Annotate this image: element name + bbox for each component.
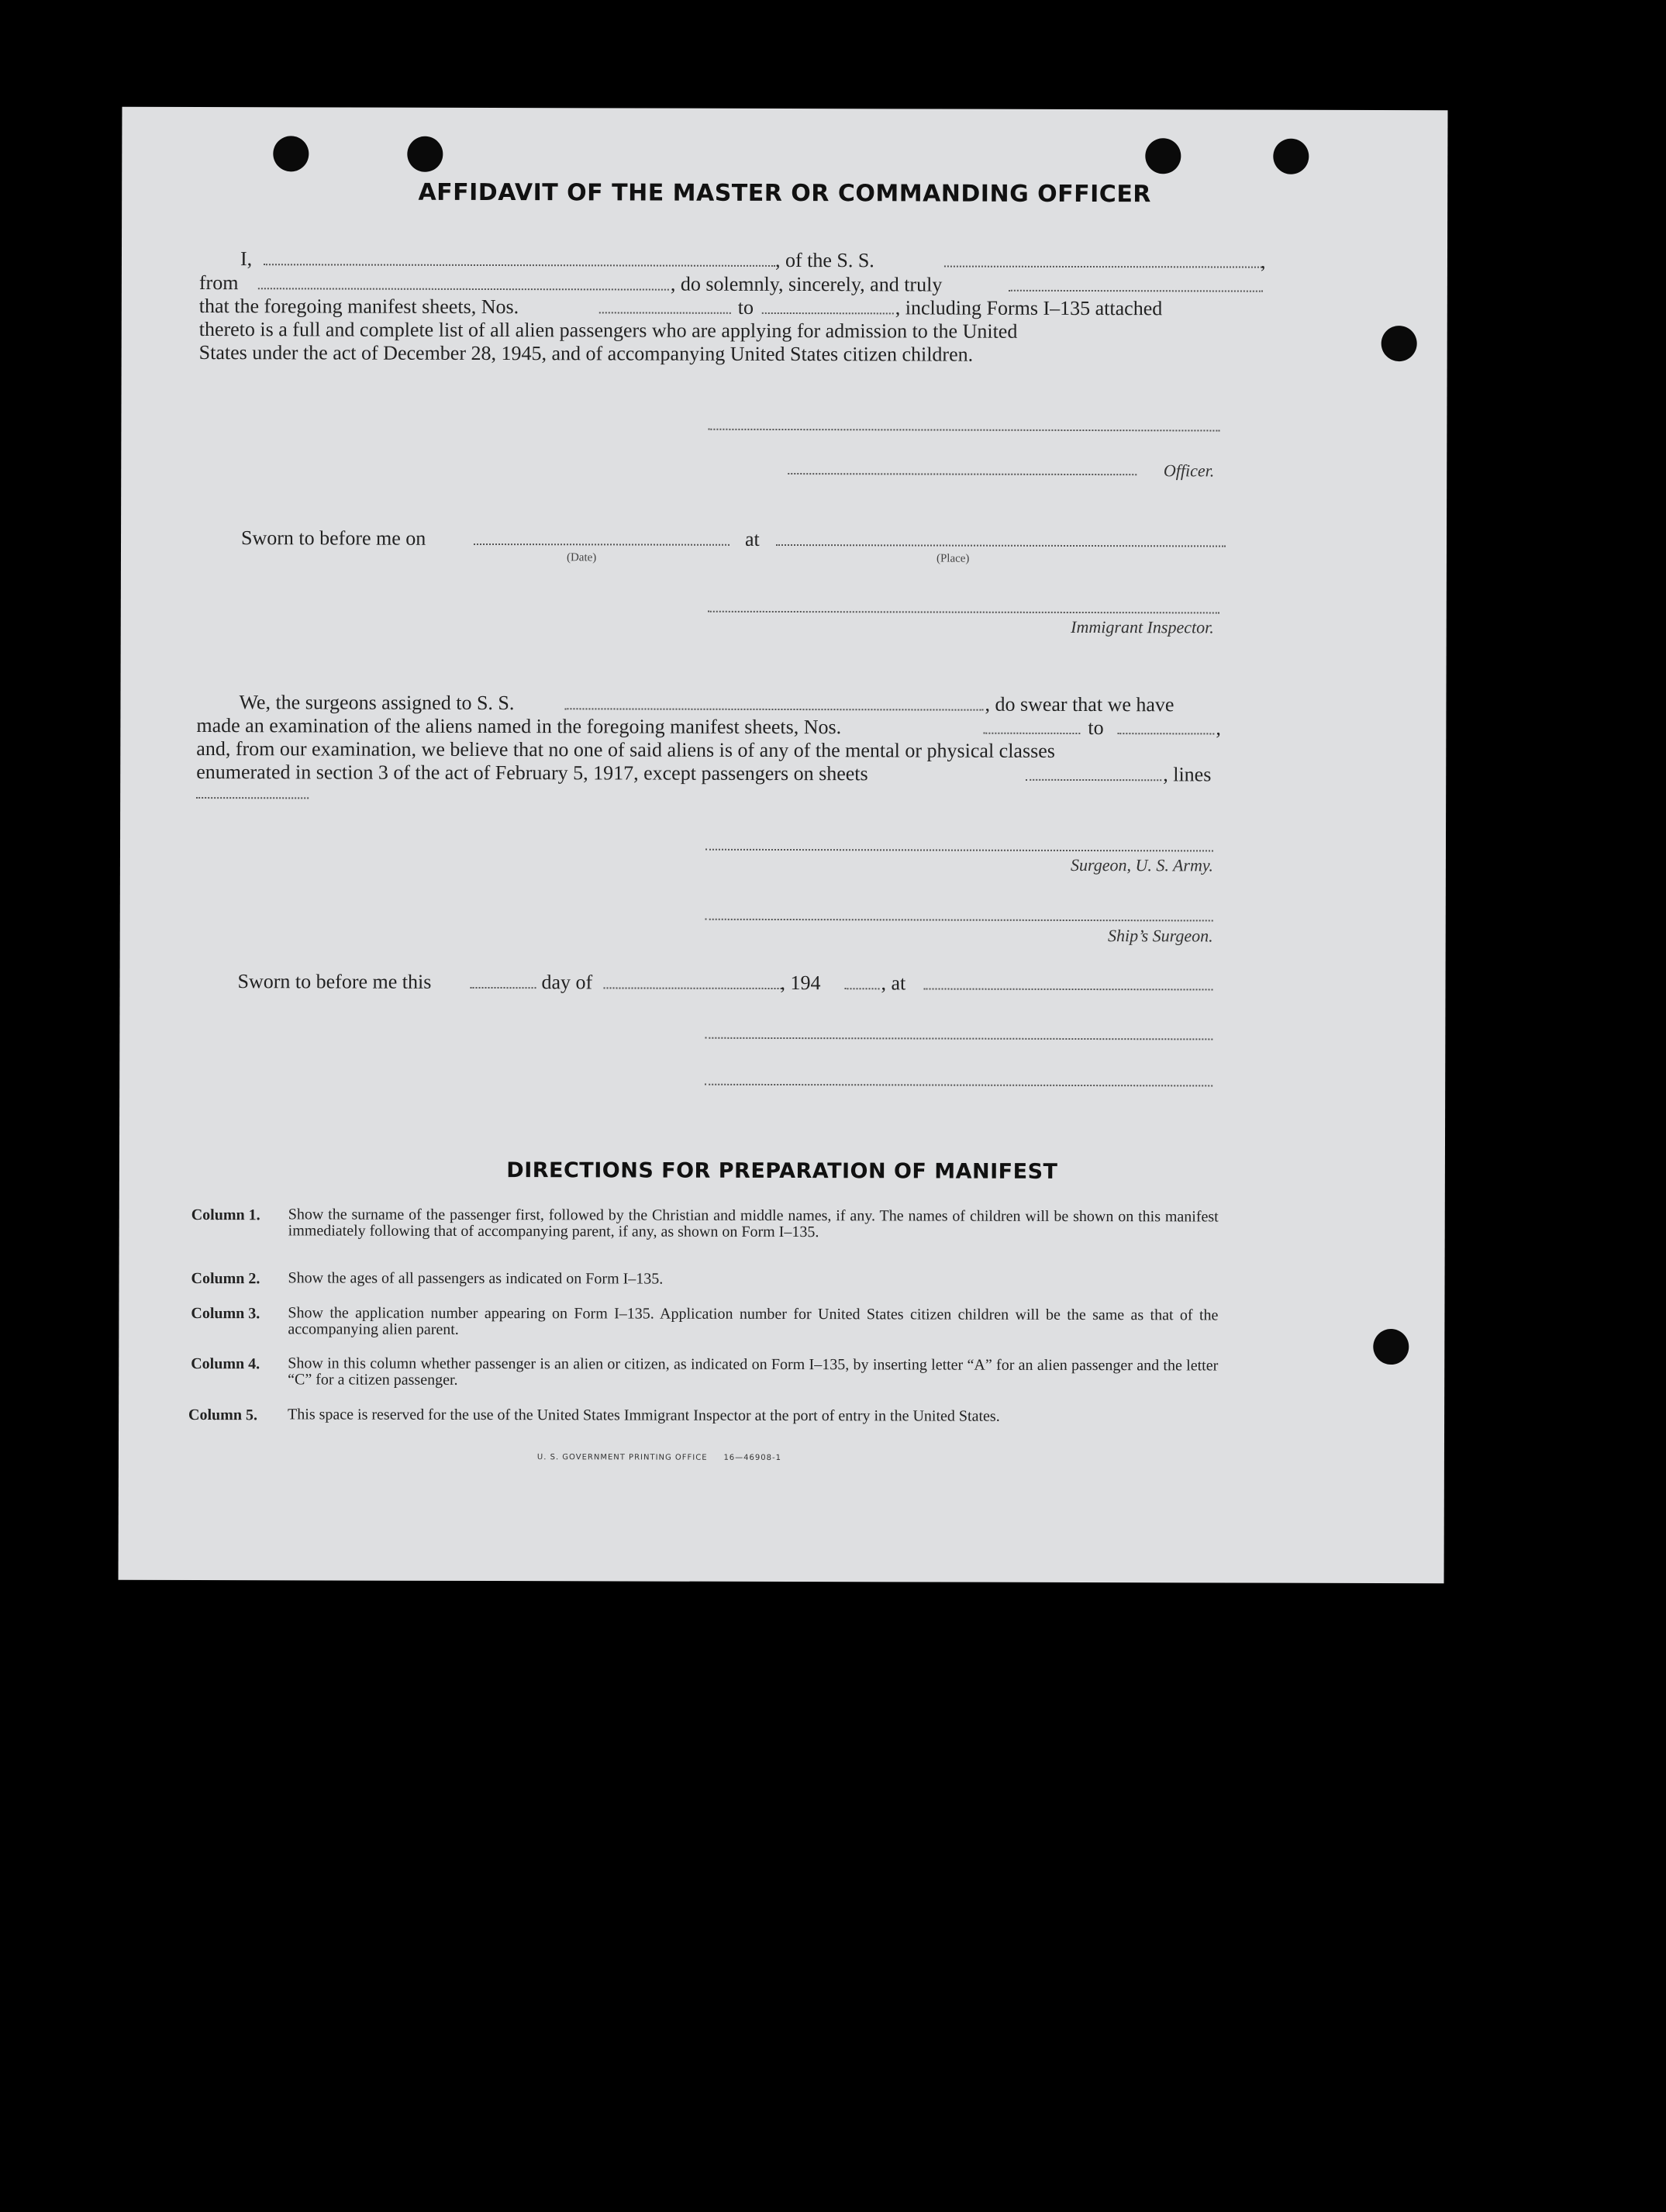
sworn-place-field[interactable] [776, 544, 1226, 547]
except-sheets-field[interactable] [1026, 779, 1161, 781]
directions-title: DIRECTIONS FOR PREPARATION OF MANIFEST [506, 1158, 1058, 1184]
from-port-field[interactable] [258, 288, 669, 290]
column-1-label: Column 1. [191, 1206, 260, 1224]
punch-hole [407, 136, 443, 172]
comma: , [1216, 716, 1221, 740]
affidavit-line-4: thereto is a full and complete list of all alien passengers who are applying for admission to the United [198, 318, 1018, 343]
sworn-at-field[interactable] [924, 988, 1213, 990]
inspector-caption: Immigrant Inspector. [1071, 616, 1214, 637]
place-caption: (Place) [936, 552, 970, 565]
from-label: from [198, 271, 239, 295]
solemnly-text: , do solemnly, sincerely, and truly [670, 272, 943, 296]
enumerated-text: enumerated in section 3 of the act of February 5, 1917, except passengers on sheets [196, 761, 868, 785]
column-3-text: Show the application number appearing on Form I–135. Application number for United States citizen children will be the same as that of the accompanying alien parent. [288, 1304, 1219, 1338]
punch-hole [273, 136, 309, 171]
punch-hole [1145, 138, 1181, 174]
affidavit-line-2 [198, 271, 1339, 296]
column-2-label: Column 2. [191, 1270, 260, 1288]
column-2-text: Show the ages of all passengers as indicated on Form I–135. [288, 1269, 664, 1288]
exam-to-label: to [1088, 716, 1104, 740]
sworn-year-field[interactable] [845, 988, 880, 989]
punch-hole [1373, 1329, 1409, 1365]
sworn-this-line [237, 969, 1339, 995]
punch-hole [1273, 139, 1309, 174]
including-text: , including Forms I–135 attached [895, 296, 1163, 320]
inspector-signature-line-2[interactable] [705, 1037, 1212, 1040]
officer-title-line[interactable] [788, 473, 1137, 475]
column-4-text: Show in this column whether passenger is an alien or citizen, as indicated on Form I–135, by inserting letter “A” for an alien passenger and the letter “C” for a citizen passenger. [288, 1354, 1219, 1389]
surgeons-line-1 [239, 690, 1340, 716]
lines-label: , lines [1163, 763, 1212, 786]
column-5-label: Column 5. [188, 1406, 258, 1424]
inspector-title-line-2[interactable] [705, 1084, 1212, 1087]
day-of-label: day of [541, 971, 593, 994]
inspector-signature-line[interactable] [708, 611, 1219, 614]
sworn-date-field[interactable] [474, 544, 730, 546]
column-1-text: Show the surname of the passenger first, followed by the Christian and middle names, if any. The names of children will be shown on this manifest immediately following that of accompanying parent, if any, as shown on Form I–135. [288, 1206, 1219, 1241]
ship-name-field[interactable] [944, 266, 1262, 268]
i-label: I, [240, 247, 253, 271]
column-3-label: Column 3. [191, 1305, 260, 1323]
affidavit-line-1 [240, 247, 1341, 273]
surgeons-line-3: and, from our examination, we believe that no one of said aliens is of any of the mental or physical classes [196, 737, 1055, 762]
sworn-on-label: Sworn to before me on [240, 526, 426, 550]
of-ss-label: , of the S. S. [774, 248, 874, 272]
master-name-field[interactable] [264, 264, 775, 267]
exam-sheet-to-field[interactable] [1117, 733, 1214, 734]
do-swear-text: , do swear that we have [985, 692, 1174, 716]
to-label: to [737, 295, 754, 319]
sworn-this-label: Sworn to before me this [237, 970, 432, 993]
master-signature-line[interactable] [708, 429, 1219, 432]
date-caption: (Date) [566, 551, 597, 564]
examination-text: made an examination of the aliens named in the foregoing manifest sheets, Nos. [196, 714, 842, 739]
affidavit-line-5: States under the act of December 28, 1945, and of accompanying United States citizen children. [198, 341, 974, 366]
lines-field[interactable] [196, 797, 309, 799]
punch-hole [1381, 326, 1417, 361]
column-4-label: Column 4. [191, 1355, 260, 1373]
at-label: at [744, 527, 760, 550]
sworn-at-label: , at [881, 971, 906, 995]
ship-surgeon-caption: Ship’s Surgeon. [1107, 926, 1213, 946]
army-surgeon-signature-line[interactable] [705, 849, 1213, 852]
exam-sheet-from-field[interactable] [983, 733, 1080, 734]
foregoing-text: that the foregoing manifest sheets, Nos. [198, 295, 519, 319]
affidavit-title: AFFIDAVIT OF THE MASTER OR COMMANDING OFFICER [418, 178, 1151, 209]
comma: , [1260, 250, 1266, 273]
sheet-to-field[interactable] [762, 312, 894, 314]
printing-office-footer: U. S. GOVERNMENT PRINTING OFFICE 16—46908-1 [536, 1453, 781, 1462]
sworn-month-field[interactable] [604, 987, 782, 989]
sworn-on-line [240, 526, 1342, 550]
army-surgeon-caption: Surgeon, U. S. Army. [1070, 854, 1213, 875]
sheet-from-field[interactable] [599, 312, 731, 313]
officer-caption: Officer. [1163, 461, 1215, 481]
ship-surgeon-signature-line[interactable] [705, 919, 1213, 922]
sworn-day-field[interactable] [471, 987, 536, 989]
form-page [119, 107, 1448, 1583]
truly-field[interactable] [1009, 290, 1263, 292]
surgeons-label: We, the surgeons assigned to S. S. [239, 691, 515, 715]
column-5-text: This space is reserved for the use of the United States Immigrant Inspector at the port of entry in the United States. [288, 1406, 1000, 1425]
surgeons-ship-field[interactable] [564, 708, 983, 710]
year-prefix: , 194 [780, 971, 821, 995]
